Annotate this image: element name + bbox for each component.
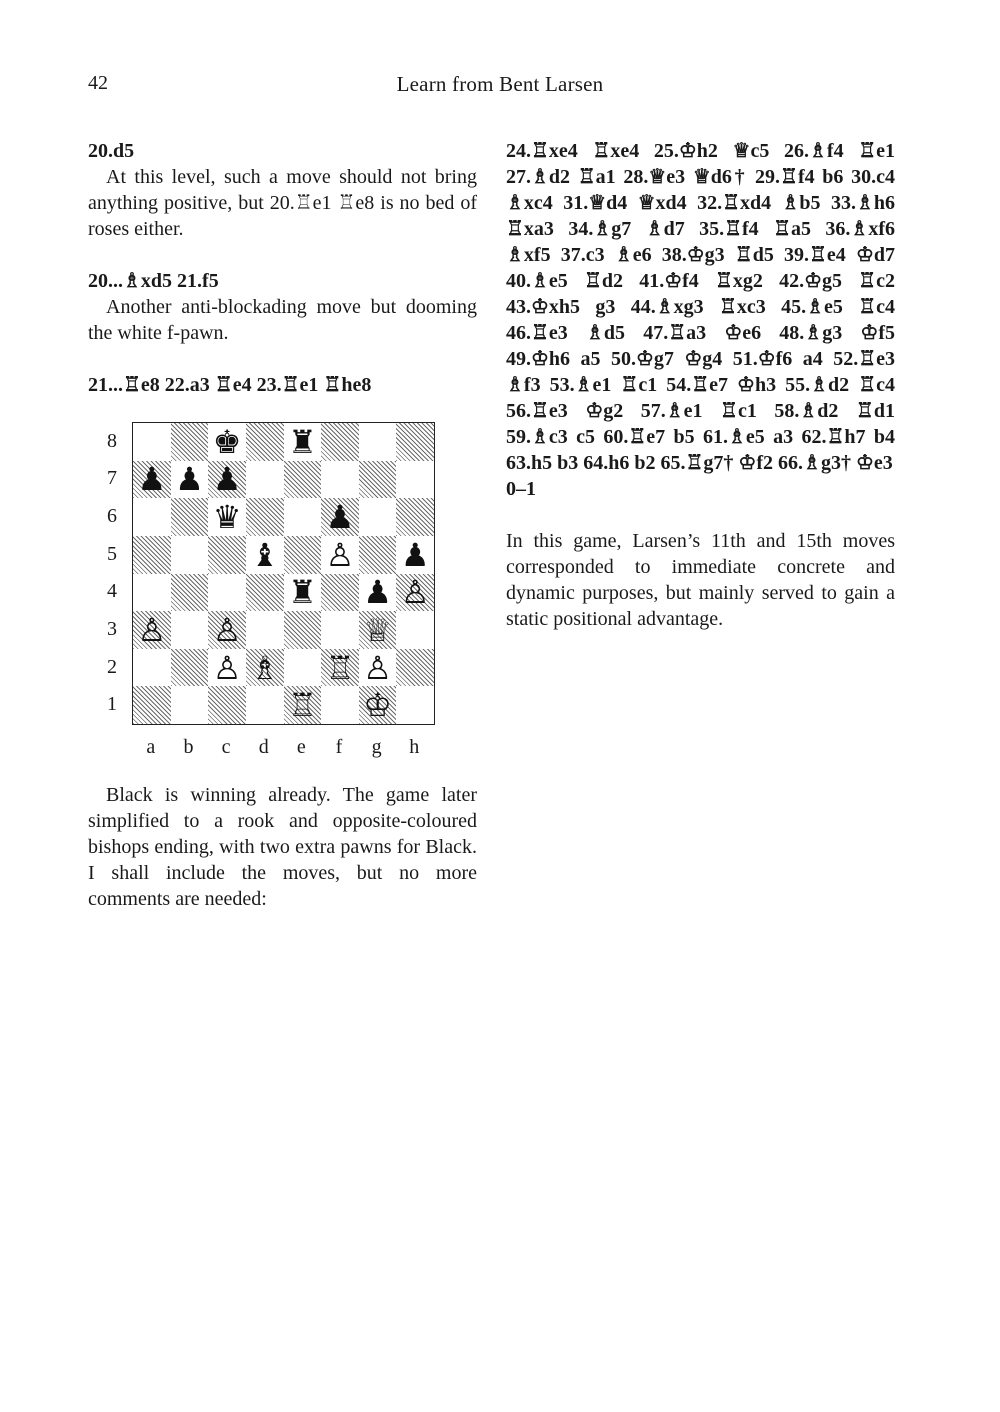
- black-rook-icon: ♜: [287, 422, 317, 461]
- square-a3: [133, 611, 171, 649]
- square-h8: [396, 423, 434, 461]
- move-line-2: 20...♗xd5 21.f5: [88, 270, 219, 292]
- square-e3: [284, 611, 322, 649]
- square-g6: [359, 498, 397, 536]
- black-queen-icon: ♛: [212, 498, 242, 537]
- chess-board: [132, 422, 435, 725]
- square-e6: [284, 498, 322, 536]
- square-c1: [208, 686, 246, 724]
- file-label: c: [221, 736, 231, 758]
- white-king-icon: ♔: [363, 686, 392, 725]
- square-e1: [284, 686, 322, 724]
- annotation-1: At this level, such a move should not bring anything positive, but 20.♖e1 ♖e8 is no bed of roses either.: [88, 166, 477, 240]
- square-c6: [208, 498, 246, 536]
- square-g3: [359, 611, 397, 649]
- square-c3: [208, 611, 246, 649]
- square-h1: [396, 686, 434, 724]
- square-g1: [359, 686, 397, 724]
- square-b8: [171, 423, 209, 461]
- square-d6: [246, 498, 284, 536]
- square-d7: [246, 461, 284, 499]
- square-h3: [396, 611, 434, 649]
- square-d1: [246, 686, 284, 724]
- square-b6: [171, 498, 209, 536]
- square-g4: [359, 574, 397, 612]
- square-f7: [321, 461, 359, 499]
- square-f4: [321, 574, 359, 612]
- square-a6: [133, 498, 171, 536]
- file-label: b: [183, 736, 194, 758]
- move-line-1: 20.d5: [88, 140, 135, 162]
- square-d8: [246, 423, 284, 461]
- square-a2: [133, 649, 171, 687]
- white-rook-icon: ♖: [325, 648, 355, 687]
- square-g2: [359, 649, 397, 687]
- move-line-3: 21...♖e8 22.a3 ♖e4 23.♖e1 ♖he8: [88, 374, 372, 396]
- rank-label: 8: [107, 429, 117, 452]
- file-label: a: [146, 736, 156, 758]
- square-c7: [208, 461, 246, 499]
- rank-label: 4: [107, 580, 117, 603]
- black-pawn-icon: ♟: [325, 498, 355, 537]
- black-pawn-icon: ♟: [212, 460, 242, 499]
- black-bishop-icon: ♝: [250, 535, 280, 574]
- white-pawn-icon: ♙: [137, 610, 167, 649]
- rank-label: 6: [107, 505, 117, 528]
- annotation-2: Another anti-blockading move but dooming the white f-pawn.: [88, 296, 477, 344]
- file-label: e: [296, 736, 306, 758]
- square-f8: [321, 423, 359, 461]
- square-c8: [208, 423, 246, 461]
- chess-diagram: [88, 414, 477, 770]
- game-continuation-moves: 24.♖xe4 ♖xe4 25.♔h2 ♕c5 26.♗f4 ♖e1 27.♗d2 ♖a1 28.♕e3 ♕d6† 29.♖f4 b6 30.c4 ♗xc4 31.♕d4 ♕xd4 32.♖xd4 ♗b5 33.♗h6 ♖xa3 34.♗g7 ♗d7 35.♖f4 ♖a5 36.♗xf6 ♗xf5 37.c3 ♗e6 38.♔g3 ♖d5 39.♖e4 ♔d7 40.♗e5 ♖d2 41.♔f4 ♖xg2 42.♔g5 ♖c2 43.♔xh5 g3 44.♗xg3 ♖xc3 45.♗e5 ♖c4 46.♖e3 ♗d5 47.♖a3 ♔e6 48.♗g3 ♔f5 49.♔h6 a5 50.♔g7 ♔g4 51.♔f6 a4 52.♖e3 ♗f3 53.♗e1 ♖c1 54.♖e7 ♔h3 55.♗d2 ♖c4 56.♖e3 ♔g2 57.♗e1 ♖c1 58.♗d2 ♖d1 59.♗c3 c5 60.♖e7 b5 61.♗e5 a3 62.♖h7 b4 63.h5 b3 64.h6 b2 65.♖g7† ♔f2 66.♗g3† ♔e3: [506, 140, 895, 474]
- annotation-3: Black is winning already. The game later simplified to a rook and opposite-coloured bishops ending, with two extra pawns for Black. I shall include the moves, but no more comments are needed:: [88, 784, 477, 910]
- white-rook-icon: ♖: [287, 686, 317, 725]
- square-b1: [171, 686, 209, 724]
- white-queen-icon: ♕: [363, 610, 392, 649]
- black-pawn-icon: ♟: [175, 460, 204, 499]
- square-b7: [171, 461, 209, 499]
- file-label: f: [335, 736, 343, 758]
- square-a4: [133, 574, 171, 612]
- square-b3: [171, 611, 209, 649]
- square-c2: [208, 649, 246, 687]
- square-e5: [284, 536, 322, 574]
- square-h7: [396, 461, 434, 499]
- square-d4: [246, 574, 284, 612]
- square-e8: [284, 423, 322, 461]
- rank-label: 5: [107, 542, 117, 565]
- black-pawn-icon: ♟: [137, 460, 167, 499]
- square-e4: [284, 574, 322, 612]
- black-pawn-icon: ♟: [400, 535, 430, 574]
- rank-label: 2: [107, 655, 117, 678]
- black-pawn-icon: ♟: [363, 573, 392, 612]
- square-f6: [321, 498, 359, 536]
- running-title: Learn from Bent Larsen: [396, 72, 604, 96]
- square-b5: [171, 536, 209, 574]
- square-f1: [321, 686, 359, 724]
- square-a1: [133, 686, 171, 724]
- square-c4: [208, 574, 246, 612]
- black-king-icon: ♚: [212, 422, 242, 461]
- right-column: [506, 138, 895, 632]
- square-b4: [171, 574, 209, 612]
- square-g8: [359, 423, 397, 461]
- left-column: [88, 138, 477, 912]
- rank-label: 1: [107, 693, 117, 716]
- white-bishop-icon: ♗: [250, 648, 280, 687]
- square-h6: [396, 498, 434, 536]
- white-pawn-icon: ♙: [400, 573, 430, 612]
- square-g7: [359, 461, 397, 499]
- file-label: d: [258, 736, 269, 758]
- closing-comment: In this game, Larsen’s 11th and 15th moves corresponded to immediate concrete and dynamic purposes, but mainly served to gain a static positional advantage.: [506, 530, 895, 630]
- white-pawn-icon: ♙: [212, 648, 242, 687]
- white-pawn-icon: ♙: [363, 648, 392, 687]
- square-a7: [133, 461, 171, 499]
- rank-label: 7: [107, 467, 117, 490]
- square-f3: [321, 611, 359, 649]
- square-b2: [171, 649, 209, 687]
- square-d5: [246, 536, 284, 574]
- square-g5: [359, 536, 397, 574]
- square-f5: [321, 536, 359, 574]
- square-h2: [396, 649, 434, 687]
- square-d2: [246, 649, 284, 687]
- square-c5: [208, 536, 246, 574]
- game-result: 0–1: [506, 478, 536, 500]
- square-a8: [133, 423, 171, 461]
- square-d3: [246, 611, 284, 649]
- rank-label: 3: [107, 617, 117, 640]
- black-rook-icon: ♜: [287, 573, 317, 612]
- file-label: g: [371, 736, 382, 758]
- square-h4: [396, 574, 434, 612]
- square-e2: [284, 649, 322, 687]
- square-a5: [133, 536, 171, 574]
- page-number: 42: [88, 72, 108, 94]
- square-h5: [396, 536, 434, 574]
- white-pawn-icon: ♙: [325, 535, 355, 574]
- file-label: h: [409, 736, 420, 758]
- square-f2: [321, 649, 359, 687]
- square-e7: [284, 461, 322, 499]
- white-pawn-icon: ♙: [212, 610, 242, 649]
